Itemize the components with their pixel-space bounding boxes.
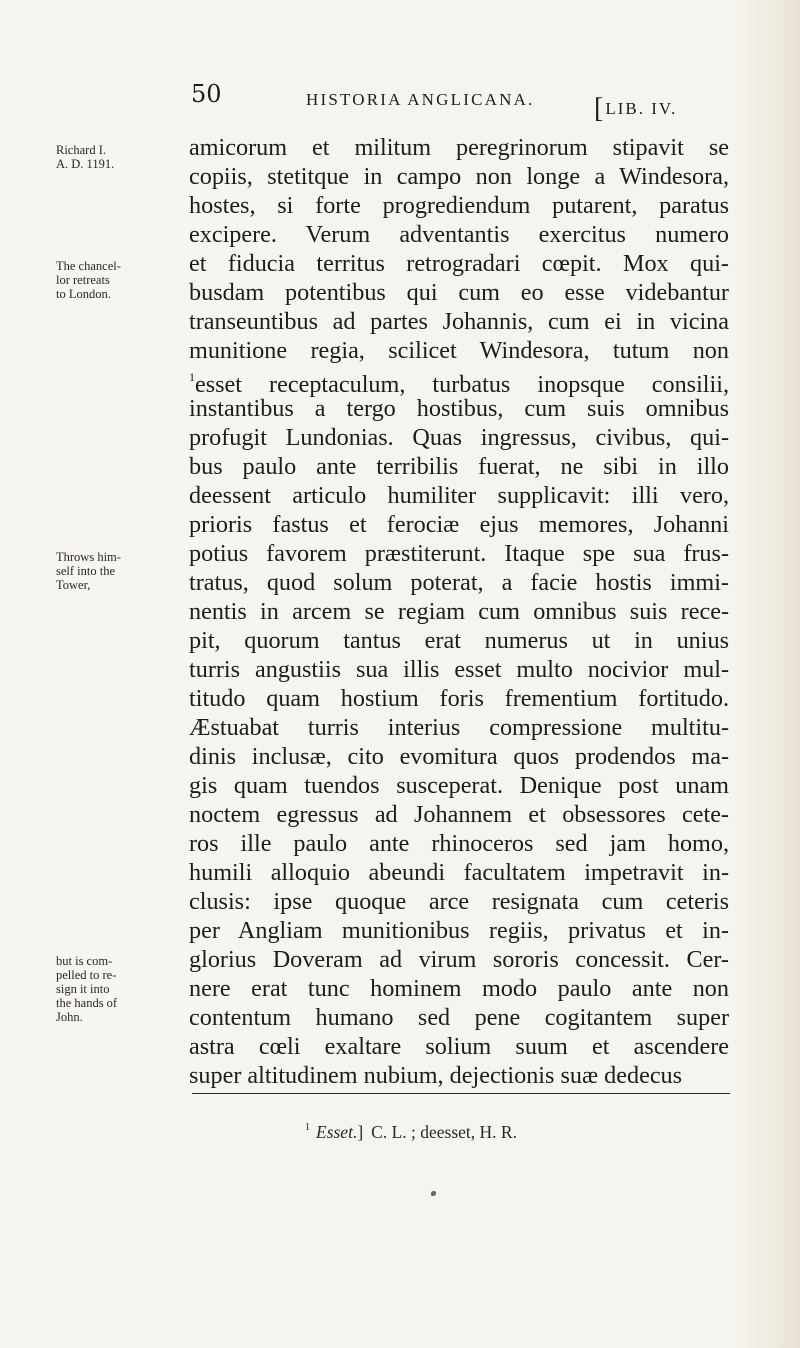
text-line: noctem egressus ad Johannem et obsessores cete- — [189, 801, 729, 828]
sidenote-line: pelled to re- — [56, 968, 117, 982]
sidenote-chancellor-retreats — [56, 259, 156, 301]
text-line: transeuntibus ad partes Johannis, cum ei in vicina — [189, 308, 729, 335]
text-line: ros ille paulo ante rhinoceros sed jam homo, — [189, 830, 729, 857]
footnote-lemma: Esset. — [316, 1122, 358, 1142]
text-line: potius favorem præstiterunt. Itaque spe sua frus- — [189, 540, 729, 567]
text-line: nere erat tunc hominem modo paulo ante non — [189, 975, 729, 1002]
sidenote-line: the hands of — [56, 996, 118, 1010]
text-line: nentis in arcem se regiam cum omnibus suis rece- — [189, 598, 729, 625]
running-title: HISTORIA ANGLICANA. — [306, 90, 535, 109]
text-line: dinis inclusæ, cito evomitura quos prodendos ma- — [189, 743, 729, 770]
text-line: deessent articulo humiliter supplicavit: illi vero, — [189, 482, 729, 509]
footnote-marker: 1 — [305, 1122, 310, 1133]
footnote-reference: 1 — [189, 370, 195, 384]
text-line: turris angustiis sua illis esset multo nocivior mul- — [189, 656, 729, 683]
text-line: contentum humano sed pene cogitantem super — [189, 1004, 729, 1031]
body-text — [189, 133, 729, 1090]
text-line: hostes, si forte progrediendum putarent, paratus — [189, 192, 729, 219]
footnote-bracket: ] — [357, 1122, 364, 1142]
footnote-reading: C. L. ; deesset, H. R. — [371, 1122, 517, 1142]
sidenote-line: Tower, — [56, 578, 91, 592]
text-line: Æstuabat turris interius compressione multitu- — [189, 714, 729, 741]
text-line: munitione regia, scilicet Windesora, tutum non — [189, 337, 729, 364]
text-line: excipere. Verum adventantis exercitus numero — [189, 221, 729, 248]
text-line: astra cœli exaltare solium suum et ascendere — [189, 1033, 729, 1060]
text-line: per Angliam munitionibus regiis, privatus et in- — [189, 917, 729, 944]
page-number: 50 — [191, 80, 222, 108]
text-line: amicorum et militum peregrinorum stipavit se — [189, 134, 729, 161]
text-line: et fiducia territus retrogradari cœpit. Mox qui- — [189, 250, 729, 277]
text-line: super altitudinem nubium, dejectionis suæ dedecus — [189, 1062, 683, 1089]
running-header — [0, 80, 800, 124]
text-line: copiis, stetitque in campo non longe a Windesora, — [189, 163, 729, 190]
sidenote-line: Richard I. — [56, 143, 106, 157]
sidenote-line: John. — [56, 1010, 83, 1024]
text-line: busdam potentibus qui cum eo esse videbantur — [189, 279, 729, 306]
text-line: tratus, quod solum poterat, a facie hostis immi- — [189, 569, 729, 596]
book-reference — [594, 90, 677, 122]
sidenote-line: self into the — [56, 564, 116, 578]
text-line: bus paulo ante terribilis fuerat, ne sibi in illo — [189, 453, 729, 480]
text-line-with-note — [189, 365, 729, 399]
text-line: profugit Lundonias. Quas ingressus, civibus, qui- — [189, 424, 729, 451]
text-line: gis quam tuendos susceperat. Denique post unam — [189, 772, 729, 799]
text-line: pit, quorum tantus erat numerus ut in unius — [189, 627, 729, 654]
sidenote-line: but is com- — [56, 954, 113, 968]
sidenote-line: A. D. 1191. — [56, 157, 115, 171]
sidenote-tower — [56, 550, 156, 592]
sidenote-resigns — [56, 954, 156, 1024]
book-reference-label: LIB. IV. — [605, 99, 678, 118]
footnote-divider — [192, 1093, 730, 1094]
sidenote-line: sign it into — [56, 982, 110, 996]
text-line: prioris fastus et ferociæ ejus memores, Johanni — [189, 511, 729, 538]
sidenote-line: Throws him- — [56, 550, 121, 564]
text-line: titudo quam hostium foris frementium fortitudo. — [189, 685, 729, 712]
text-line: glorius Doveram ad virum sororis concessit. Cer- — [189, 946, 729, 973]
sidenote-line: The chancel- — [56, 259, 121, 273]
text-line: humili alloquio abeundi facultatem impetravit in- — [189, 859, 729, 886]
sidenote-line: lor retreats — [56, 273, 110, 287]
footnote — [305, 1122, 517, 1143]
sidenote-line: to London. — [56, 287, 111, 301]
sidenote-date — [56, 143, 156, 171]
text-line: instantibus a tergo hostibus, cum suis omnibus — [189, 395, 729, 422]
book-reference-bracket: [ — [594, 93, 604, 124]
ink-speck — [431, 1191, 436, 1196]
text-line: clusis: ipse quoque arce resignata cum ceteris — [189, 888, 729, 915]
text-line-content: esset receptaculum, turbatus inopsque consilii, — [195, 371, 729, 399]
